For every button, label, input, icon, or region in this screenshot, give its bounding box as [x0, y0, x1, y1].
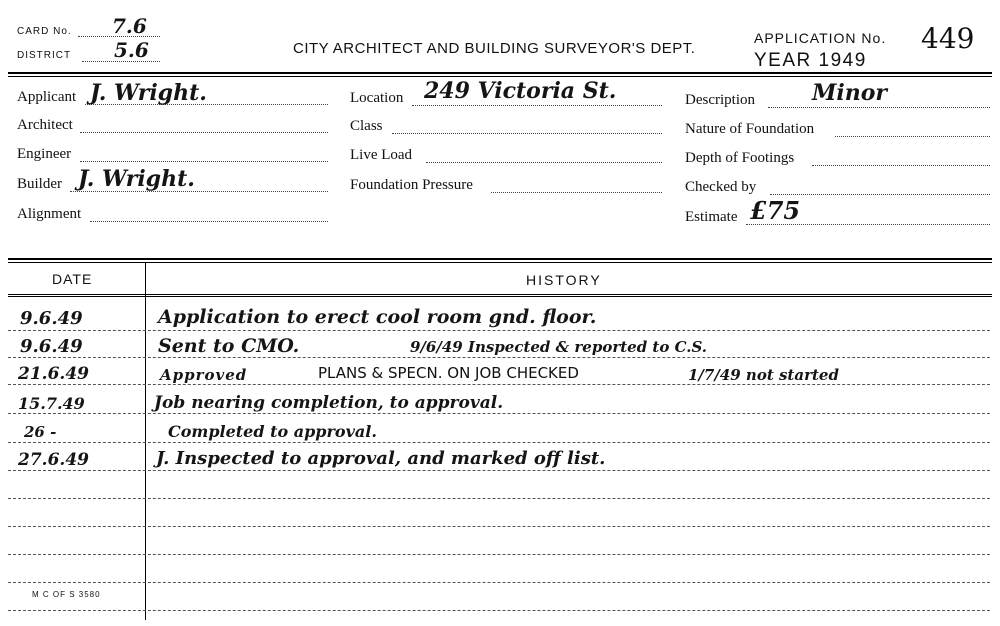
history-header: HISTORY — [526, 272, 602, 288]
row-line — [8, 330, 990, 331]
foundation-pressure-line — [491, 192, 662, 193]
history-entry: J. Inspected to approval, and marked off list. — [156, 448, 606, 469]
history-entry: Job nearing completion, to approval. — [154, 393, 504, 413]
history-date: 15.7.49 — [18, 394, 85, 413]
live-load-label: Live Load — [350, 147, 413, 163]
engineer-label: Engineer — [17, 146, 72, 162]
class-line — [392, 133, 662, 134]
date-column-divider — [145, 262, 146, 620]
history-entry: Application to erect cool room gnd. floor. — [158, 306, 597, 328]
description-line — [768, 107, 990, 108]
row-line — [8, 357, 990, 358]
depth-of-footings-line — [812, 165, 990, 166]
district-label: DISTRICT — [17, 50, 72, 61]
history-entry-note: 9/6/49 Inspected & reported to C.S. — [410, 338, 708, 356]
plans-checked-stamp: PLANS & SPECN. ON JOB CHECKED — [318, 364, 579, 382]
depth-of-footings-label: Depth of Footings — [685, 150, 795, 166]
district-value: 5.6 — [114, 38, 149, 62]
history-date: 9.6.49 — [20, 308, 83, 329]
history-entry: Completed to approval. — [168, 422, 377, 441]
checked-by-label: Checked by — [685, 179, 757, 195]
engineer-line — [80, 161, 328, 162]
nature-of-foundation-line — [835, 136, 990, 137]
row-line — [8, 384, 990, 385]
row-line — [8, 610, 990, 611]
applicant-label: Applicant — [17, 89, 77, 105]
alignment-line — [90, 221, 328, 222]
live-load-line — [426, 162, 662, 163]
table-header-rule — [8, 294, 992, 295]
history-entry: Approved — [160, 366, 248, 384]
nature-of-foundation-label: Nature of Foundation — [685, 121, 815, 137]
description-value: Minor — [812, 80, 887, 106]
card-no-value: 7.6 — [112, 14, 147, 38]
date-header: DATE — [52, 271, 93, 287]
history-date: 9.6.49 — [20, 336, 83, 357]
card-no-label: CARD No. — [17, 26, 72, 37]
history-entry-note: 1/7/49 not started — [688, 366, 839, 384]
header-rule-top — [8, 72, 992, 74]
description-label: Description — [685, 92, 755, 108]
application-no-label: APPLICATION No. — [754, 30, 887, 46]
builder-value: J. Wright. — [78, 166, 195, 192]
location-value: 249 Victoria St. — [424, 78, 617, 104]
application-number: 449 — [921, 22, 975, 55]
form-code: M C OF S 3580 — [32, 590, 101, 599]
history-date: 26 - — [24, 423, 57, 441]
foundation-pressure-label: Foundation Pressure — [350, 177, 473, 193]
architect-label: Architect — [17, 117, 73, 133]
checked-by-line — [770, 194, 990, 195]
row-line — [8, 498, 990, 499]
builder-label: Builder — [17, 176, 62, 192]
estimate-label: Estimate — [685, 209, 738, 225]
alignment-label: Alignment — [17, 206, 82, 222]
class-label: Class — [350, 118, 383, 134]
location-label: Location — [350, 90, 404, 106]
history-date: 27.6.49 — [18, 450, 89, 470]
applicant-value: J. Wright. — [90, 80, 207, 106]
year-label: YEAR 1949 — [754, 50, 867, 71]
header-rule-bottom — [8, 76, 992, 77]
department-title: CITY ARCHITECT AND BUILDING SURVEYOR'S DEPT. — [293, 40, 696, 57]
table-header-rule-2 — [8, 296, 992, 297]
row-line — [8, 442, 990, 443]
location-line — [412, 105, 662, 106]
row-line — [8, 470, 990, 471]
table-rule-top-2 — [8, 262, 992, 263]
history-date: 21.6.49 — [18, 364, 89, 384]
row-line — [8, 413, 990, 414]
architect-line — [80, 132, 328, 133]
estimate-value: £75 — [750, 196, 801, 225]
table-rule-top — [8, 258, 992, 260]
row-line — [8, 554, 990, 555]
history-entry: Sent to CMO. — [158, 335, 300, 357]
row-line — [8, 526, 990, 527]
row-line — [8, 582, 990, 583]
